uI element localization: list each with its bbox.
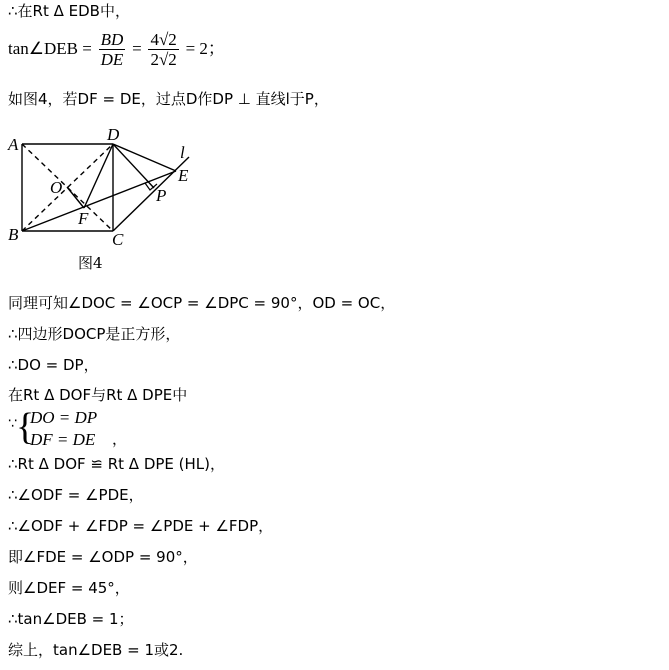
line-1-text: ∴在Rt Δ EDB中， [8,2,130,20]
label-e: E [178,166,189,185]
tan-result: = 2； [185,39,225,58]
segment-df [84,144,113,208]
line-9-text: ∴Rt Δ DOF ≌ Rt Δ DPE (HL)， [8,455,226,473]
line-4-text: 同理可知∠DOC = ∠OCP = ∠DPC = 90°，OD = OC， [8,294,396,312]
solution-line-4 [8,294,395,312]
line-11-text: ∴∠ODF + ∠FDP = ∠PDE + ∠FDP， [8,517,274,535]
segment-de [113,144,176,171]
equals-sign: = [132,39,142,58]
label-p: P [156,186,167,205]
label-c: C [112,230,124,249]
system-row-1: DO = DP [30,408,98,427]
line-14-text: ∴tan∠DEB = 1； [8,610,134,628]
line-15-text: 综上，tan∠DEB = 1或2. [8,641,184,659]
solution-line-7 [8,386,187,404]
fraction-4root2-2root2: $\frac{4√2}{2√2}$ [150,30,177,69]
solution-line-15 [8,641,183,659]
line-13-text: 则∠DEF = 45°， [8,579,130,597]
system-comma: ， [112,430,128,448]
solution-line-9 [8,455,225,473]
system-row-2: DF = DE [30,430,96,449]
label-o: O [50,178,63,197]
line-5-text: ∴四边形DOCP是正方形， [8,325,181,343]
solution-line-6 [8,356,99,374]
line-7-text: 在Rt Δ DOF与Rt Δ DPE中 [8,386,188,404]
solution-line-2 [8,30,225,69]
solution-line-14 [8,610,134,628]
solution-line-10 [8,486,144,504]
solution-line-5 [8,325,180,343]
label-b: B [8,225,19,244]
left-brace: { [16,406,35,448]
line-6-text: ∴DO = DP， [8,356,99,374]
solution-line-13 [8,579,130,597]
solution-line-12 [8,548,198,566]
segment-dp [113,144,154,188]
solution-line-11 [8,517,273,535]
label-f: F [78,209,89,228]
label-a: A [8,135,19,154]
because-symbol: ∵ [8,416,17,432]
label-l: l [180,143,185,162]
figure-caption: 图4 [78,254,103,272]
line-10-text: ∴∠ODF = ∠PDE， [8,486,144,504]
label-d: D [107,125,120,144]
line-12-text: 即∠FDE = ∠ODP = 90°， [8,548,198,566]
segment-be [22,171,176,231]
solution-line-3 [8,90,329,108]
fraction-bd-de: $\frac{BD}{DE}$ [100,30,124,69]
tan-expression: tan∠DEB = [8,39,92,58]
line-3-text: 如图4，若DF = DE，过点D作DP ⊥ 直线l于P， [8,90,329,108]
solution-line-1 [8,2,130,20]
